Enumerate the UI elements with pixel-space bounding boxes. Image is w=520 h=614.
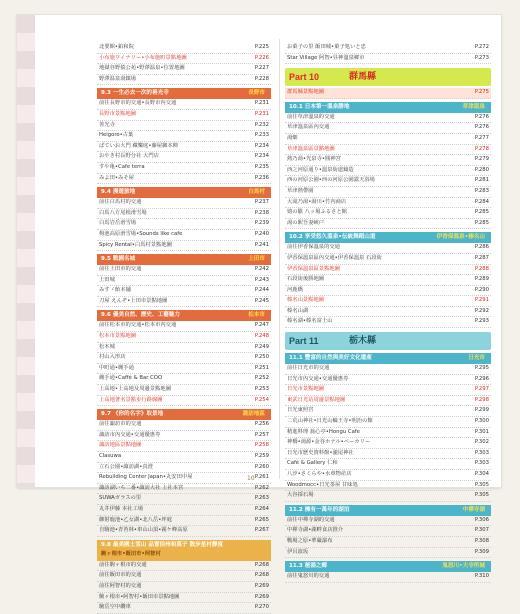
section-title: 9.8 最美國土雪山 品嘗信州和菓子 散步星村靜度 (101, 541, 224, 548)
toc-entry-title: Spicy Rental•白馬村景點地圖 (99, 241, 172, 248)
toc-entry-title: 草津溫泉區內交通 (287, 124, 330, 131)
column-divider (279, 39, 280, 479)
toc-entry-title: 湯の駅吾妻峽戸 (287, 219, 325, 226)
toc-entry[interactable] (285, 481, 491, 492)
toc-entry[interactable] (285, 208, 491, 219)
toc-entry-page: P.242 (254, 266, 269, 273)
toc-entry-title: 日光市歷史資料館•瀧尾神社 (287, 449, 354, 456)
toc-entry[interactable] (285, 134, 491, 145)
toc-entry-title: 群馬縣景點地圖 (287, 89, 325, 96)
toc-entry-page: P.285 (474, 209, 489, 216)
toc-entry-page: P.300 (474, 418, 489, 425)
toc-entry[interactable] (285, 438, 491, 449)
toc-entry[interactable] (97, 43, 271, 54)
toc-entry-title: 諏訪湖いち二番•諏訪大社 上社本宮 (99, 484, 184, 491)
toc-entry-title: 栂池高原滑雪場•Sounds like cafe (99, 230, 183, 237)
toc-entry-page: P.232 (254, 121, 269, 128)
toc-entry[interactable] (285, 428, 491, 439)
toc-entry[interactable] (285, 123, 491, 134)
section-location-tag: 鬼怒川•大寺所城 (442, 563, 485, 570)
section-heading (285, 561, 491, 572)
section-location-tag: 長野市 (248, 90, 265, 97)
toc-entry-page: P.305 (474, 492, 489, 499)
toc-entry-title: 前往諏訪市的交通 (99, 421, 142, 428)
toc-entry-title: 神橋•湯源•金谷ホテル•ベーカリー (287, 439, 371, 446)
toc-entry-page: P.253 (254, 386, 269, 393)
toc-entry-title: 善光寺 (99, 121, 115, 128)
toc-entry-page: P.227 (254, 65, 269, 72)
toc-entry[interactable] (285, 43, 491, 54)
toc-entry-title: 村山入形店 (99, 354, 126, 361)
toc-entry-page: P.272 (474, 44, 489, 50)
toc-entry-title: 前往長野市的交通•長野市內交通 (99, 100, 177, 107)
section-title: 11.3 秘湯之鄉 (289, 563, 328, 570)
toc-entry[interactable] (97, 593, 271, 604)
toc-entry[interactable] (285, 219, 491, 230)
toc-entry-page: P.280 (474, 166, 489, 173)
toc-entry[interactable] (97, 353, 271, 364)
toc-entry[interactable] (97, 561, 271, 572)
toc-entry-title: 精進料理 蕎心亭•Hongu Cafe (287, 428, 360, 435)
toc-entry[interactable] (97, 463, 271, 474)
toc-entry-page: P.281 (474, 177, 489, 184)
section-location-tag: 駒ヶ根市•飯田市•阿智村 (101, 550, 161, 557)
toc-entry-page: P.258 (254, 442, 269, 449)
toc-entry-title: 御射鹿池•乙女湖•北八岳•坪庭 (99, 516, 172, 523)
toc-entry[interactable] (97, 265, 271, 276)
section-heading (97, 88, 271, 99)
toc-entry-page: P.250 (254, 354, 269, 361)
toc-entry-page: P.243 (254, 276, 269, 283)
toc-entry-page: P.264 (254, 505, 269, 512)
toc-entry-page: P.290 (474, 286, 489, 293)
toc-entry[interactable] (97, 241, 271, 252)
toc-entry-page: P.303 (474, 460, 489, 467)
section-location-tag: 草津溫泉 (462, 103, 485, 110)
toc-entry[interactable] (97, 198, 271, 209)
toc-entry-title: 伊呂波坂 (287, 548, 309, 555)
toc-entry-page: P.261 (254, 474, 269, 481)
toc-entry-page: P.248 (254, 333, 269, 340)
toc-right-column (285, 43, 491, 583)
toc-entry-page: P.273 (474, 54, 489, 61)
part-banner (285, 332, 491, 350)
toc-entry-page: P.247 (254, 322, 269, 329)
toc-entry-page: P.268 (254, 572, 269, 579)
toc-entry-page: P.252 (254, 375, 269, 382)
toc-entry[interactable] (97, 603, 271, 614)
toc-entry-title: 立石公園•諏訪湖•真澄 (99, 463, 153, 470)
toc-entry-page: P.237 (254, 199, 269, 206)
toc-entry-title: 縄手通•Caffé & Bar COO (99, 375, 163, 382)
toc-entry[interactable] (285, 166, 491, 177)
toc-entry-title: 前往松本市的交通•松本市內交通 (99, 322, 177, 329)
toc-entry-page: P.289 (474, 276, 489, 283)
toc-entry-title: Rebuilding Center Japan•丸安田中屋 (99, 474, 193, 481)
toc-entry[interactable] (97, 286, 271, 297)
toc-entry-page: P.275 (474, 89, 489, 96)
toc-entry-title: 伊香保溫泉區內交通•伊香保溫泉 石段街 (287, 254, 382, 261)
section-title: 11.2 擁有一萬年的湖泊 (289, 506, 350, 513)
toc-entry-title: 丸井伊藤 本社工場 (99, 505, 144, 512)
section-location-tag: 諏訪地區 (242, 411, 265, 418)
section-heading (97, 254, 271, 265)
toc-entry-title: 東武日光站周邊景點地圖 (287, 396, 346, 403)
toc-entry[interactable] (285, 88, 491, 99)
toc-entry-title: 野澤温泉湯鎮場 (99, 75, 137, 82)
toc-entry-page: P.256 (254, 421, 269, 428)
toc-entry[interactable] (97, 321, 271, 332)
toc-entry[interactable] (285, 296, 491, 307)
toc-entry-title: 中町通•縄手通 (99, 364, 134, 371)
toc-entry-page: P.235 (254, 163, 269, 170)
section-heading (97, 310, 271, 321)
toc-entry-title: 前往飯田市的交通 (99, 572, 142, 579)
toc-entry[interactable] (97, 420, 271, 431)
toc-entry[interactable] (285, 364, 491, 375)
toc-entry[interactable] (285, 254, 491, 265)
section-heading (285, 505, 491, 516)
part-label: Part 10 (289, 72, 320, 83)
toc-entry[interactable] (285, 459, 491, 470)
section-heading (97, 540, 271, 561)
toc-entry-title: 自駒池•青苔林•車山山頂•霧ケ峰高原 (99, 527, 188, 534)
toc-entry[interactable] (97, 131, 271, 142)
section-heading (97, 187, 271, 198)
toc-entry-title: 白馬岩岳滑雪場 (99, 220, 137, 227)
toc-entry-page: P.267 (254, 527, 269, 534)
toc-entry-title: 北要館•鉑和院 (99, 44, 134, 50)
toc-entry-page: P.231 (254, 110, 269, 117)
toc-entry-title: 中禪寺湖•湖畔食店推介 (287, 527, 344, 534)
toc-entry-title: 大谷採石場 (287, 492, 314, 499)
toc-entry-page: P.231 (254, 100, 269, 107)
toc-entry[interactable] (97, 582, 271, 593)
section-title: 9.5 戰國名城 (101, 256, 136, 263)
toc-entry-title: 榛名山景點地圖 (287, 297, 325, 304)
toc-entry[interactable] (285, 145, 491, 156)
toc-entry-page: P.301 (474, 428, 489, 435)
toc-entry-title: 刀屋 えんぞ•上田市景點地圖 (99, 297, 168, 304)
toc-entry-page: P.263 (254, 495, 269, 502)
toc-entry[interactable] (97, 230, 271, 241)
toc-entry-page: P.269 (254, 593, 269, 600)
toc-entry[interactable] (97, 99, 271, 110)
toc-entry-title: 前往中禪寺湖的交通 (287, 516, 335, 523)
toc-entry-title: Star Village 阿智•昼神溫泉鄉市 (287, 54, 365, 61)
section-location-tag: 松本市 (248, 312, 265, 319)
toc-entry[interactable] (97, 54, 271, 65)
toc-entry-page: P.288 (474, 265, 489, 272)
toc-entry[interactable] (97, 473, 271, 484)
toc-entry-title: 日光東照宮 (287, 407, 314, 414)
toc-entry-page: P.276 (474, 124, 489, 131)
toc-entry[interactable] (97, 276, 271, 287)
toc-entry-page: P.241 (254, 241, 269, 248)
toc-entry-title: おやき村長野分社 大門店 (99, 153, 159, 160)
toc-entry[interactable] (97, 64, 271, 75)
toc-entry[interactable] (285, 187, 491, 198)
toc-entry-title: 日光市景點地圖 (287, 386, 325, 393)
toc-entry-title: 前往上田市的交通 (99, 266, 142, 273)
toc-entry-page: P.296 (474, 375, 489, 382)
toc-entry-title: 熱乃湯•光泉寺•圓神宮 (287, 156, 341, 163)
section-title: 9.3 一生必去一次的善光寺 (101, 90, 169, 97)
toc-entry[interactable] (97, 484, 271, 495)
section-location-tag: 白馬村 (248, 189, 265, 196)
toc-entry-title: 松本市景點地圖 (99, 333, 137, 340)
toc-entry[interactable] (285, 375, 491, 386)
toc-entry-page: P.276 (474, 113, 489, 120)
toc-entry[interactable] (285, 516, 491, 527)
toc-entry-page: P.285 (474, 219, 489, 226)
toc-entry-title: 諏訪市內交通•交通優惠券 (99, 431, 161, 438)
toc-entry-page: P.234 (254, 142, 269, 149)
toc-entry-title: 上高地著名景點步行路線圖 (99, 396, 163, 403)
toc-entry-page: P.233 (254, 132, 269, 139)
section-title: 9.6 優美自然、歷史、工藝魅力 (101, 312, 180, 319)
section-location-tag: 伊香保溫泉•榛名山 (436, 234, 485, 241)
toc-entry[interactable] (285, 470, 491, 481)
toc-entry-page: P.254 (254, 396, 269, 403)
toc-entry[interactable] (285, 385, 491, 396)
toc-entry-title: 長野市景點地圖 (99, 110, 137, 117)
toc-entry-page: P.236 (254, 174, 269, 181)
toc-entry-page: P.251 (254, 364, 269, 371)
toc-entry-title: みよ田•みそ屋 (99, 174, 134, 181)
toc-entry-page: P.268 (254, 561, 269, 568)
toc-entry[interactable] (97, 516, 271, 527)
toc-entry[interactable] (285, 54, 491, 65)
toc-entry-page: P.249 (254, 343, 269, 350)
toc-entry[interactable] (97, 121, 271, 132)
section-heading (97, 409, 271, 420)
toc-entry-title: すや亀•Cafe terra (99, 163, 145, 170)
toc-entry-page: P.234 (254, 153, 269, 160)
toc-entry-page: P.240 (254, 230, 269, 237)
section-title: 9.7 《你的名字》取景地 (101, 411, 164, 418)
toc-left-column (97, 43, 271, 614)
toc-entry-page: P.239 (254, 220, 269, 227)
toc-entry[interactable] (97, 142, 271, 153)
section-title: 11.1 豐富的自然與美好文化遺產 (289, 355, 372, 362)
part-name: 群馬縣 (349, 72, 377, 83)
toc-entry[interactable] (285, 155, 491, 166)
toc-entry-page: P.228 (254, 75, 269, 82)
toc-entry-title: 河鹿橋 (287, 286, 303, 293)
toc-entry[interactable] (97, 152, 271, 163)
toc-entry-page: P.308 (474, 537, 489, 544)
part-label: Part 11 (289, 336, 319, 347)
toc-entry-page: P.278 (474, 145, 489, 152)
toc-entry-page: P.309 (474, 548, 489, 555)
toc-entry[interactable] (285, 491, 491, 502)
part-banner (285, 68, 491, 86)
toc-entry[interactable] (97, 452, 271, 463)
toc-entry[interactable] (285, 526, 491, 537)
toc-entry-title: 榛名湖•榛名富士山 (287, 318, 333, 325)
toc-entry-page: P.303 (474, 449, 489, 456)
toc-entry-title: 上田城 (99, 276, 115, 283)
toc-entry-page: P.302 (474, 439, 489, 446)
toc-entry-title: Clasuwa (99, 453, 122, 459)
toc-entry[interactable] (97, 219, 271, 230)
toc-entry[interactable] (97, 163, 271, 174)
section-title: 10.1 日本第一溫泉勝地 (289, 103, 350, 110)
section-heading (285, 232, 491, 243)
toc-entry[interactable] (285, 307, 491, 318)
toc-entry-title: お菓子の里 飯田城•菓子処いと忠 (287, 44, 366, 50)
toc-entry-title: 榛名山湖 (287, 307, 309, 314)
toc-entry-title: 上高地•上高地及周邊景點地圖 (99, 386, 171, 393)
toc-entry-title: 湯畑 (287, 134, 298, 141)
toc-entry[interactable] (97, 110, 271, 121)
toc-entry-page: P.245 (254, 297, 269, 304)
toc-entry-page: P.279 (474, 156, 489, 163)
toc-entry-title: 八汐•さくらや•水車物産店 (287, 471, 352, 477)
toc-entry-title: 嬉の騏 八ッ場ふるさと館 (287, 209, 347, 216)
toc-entry[interactable] (97, 297, 271, 308)
toc-entry-page: P.292 (474, 307, 489, 314)
toc-entry-title: SUWAガラスの里 (99, 495, 142, 502)
toc-entry-page: P.265 (254, 516, 269, 523)
toc-entry[interactable] (97, 75, 271, 86)
toc-entry-title: 西の河原公園•西の河原公園露天浴場 (287, 177, 375, 184)
toc-entry-page: P.262 (254, 484, 269, 491)
toc-entry-page: P.291 (474, 297, 489, 304)
toc-entry[interactable] (285, 286, 491, 297)
toc-entry[interactable] (97, 174, 271, 185)
section-location-tag: 中禪寺湖 (462, 506, 485, 513)
toc-entry-page: P.297 (474, 386, 489, 393)
toc-entry-title: ぱていお大門 藏樂庭•藤屋御本陣 (99, 142, 178, 149)
part-name: 栃木縣 (349, 336, 377, 347)
page-number: 10 (247, 475, 255, 482)
toc-entry-page: P.293 (474, 318, 489, 325)
toc-entry-page: P.269 (254, 582, 269, 589)
toc-entry-title: 戰場之原•華嚴瀑布 (287, 537, 333, 544)
toc-entry-title: 西之河原通り•溫泉街道鑄造 (287, 166, 354, 173)
toc-entry-title: Heigoro•古葉 (99, 132, 134, 139)
decorative-side-strip (17, 15, 35, 487)
toc-entry-page: P.260 (254, 463, 269, 470)
toc-entry-title: 草津熱帶園 (287, 187, 314, 194)
toc-entry-title: 伊香保溫泉區景點地圖 (287, 265, 340, 272)
toc-entry-page: P.295 (474, 365, 489, 372)
toc-entry[interactable] (285, 406, 491, 417)
toc-entry[interactable] (97, 374, 271, 385)
section-location-tag: 日光市 (468, 355, 485, 362)
toc-entry-title: 二荒山神社•日光山輪王寺•明治の館 (287, 418, 373, 425)
toc-entry-title: 大滝乃湯•湯川•竹內商店 (287, 198, 347, 205)
toc-entry-title: Woodmocc•日光茶屋 甘味処 (287, 481, 358, 488)
toc-entry-title: 駒岳空中纜車 (99, 604, 131, 611)
section-heading (285, 102, 491, 113)
toc-entry-page: P.306 (474, 516, 489, 523)
toc-entry-page: P.226 (254, 54, 269, 61)
section-title: 10.2 享受悠久溫泉•伝統舞蹈山道 (289, 234, 376, 241)
toc-entry-page: P.257 (254, 431, 269, 438)
toc-entry-title: Café & Gallery 仁和 (287, 460, 338, 467)
toc-entry-title: 前往鬼怒川的交通 (287, 573, 330, 580)
toc-entry[interactable] (285, 537, 491, 548)
toc-entry[interactable] (97, 209, 271, 220)
toc-entry-page: P.305 (474, 481, 489, 488)
toc-entry[interactable] (285, 265, 491, 276)
toc-entry-page: P.284 (474, 198, 489, 205)
toc-entry-page: P.277 (474, 134, 489, 141)
toc-entry[interactable] (97, 396, 271, 407)
toc-entry[interactable] (97, 385, 271, 396)
toc-entry-title: 駒ヶ根市•阿智村•飯田市景點地圖 (99, 593, 180, 600)
toc-entry[interactable] (285, 572, 491, 583)
toc-entry-page: P.225 (254, 44, 269, 50)
toc-entry-page: P.238 (254, 209, 269, 216)
toc-entry-title: 小布施ワイナリー•小布施町景點地圖 (99, 54, 187, 61)
toc-entry-title: 松本城 (99, 343, 115, 350)
toc-entry[interactable] (97, 505, 271, 516)
toc-entry-title: 前往日光市的交通 (287, 365, 330, 372)
toc-entry[interactable] (285, 198, 491, 209)
toc-entry[interactable] (285, 449, 491, 460)
section-heading (285, 353, 491, 364)
toc-entry[interactable] (285, 275, 491, 286)
toc-entry[interactable] (285, 396, 491, 407)
toc-entry-title: 前往阿智村的交通 (99, 582, 142, 589)
toc-entry-page: P.283 (474, 187, 489, 194)
toc-entry-page: P.304 (474, 471, 489, 477)
toc-entry-title: 草津溫泉區景點地圖 (287, 145, 335, 152)
toc-entry-page: P.286 (474, 244, 489, 251)
toc-entry[interactable] (285, 548, 491, 559)
toc-entry[interactable] (285, 417, 491, 428)
toc-entry-page: P.298 (474, 396, 489, 403)
toc-entry-title: 日光市內交通•交通優惠券 (287, 375, 349, 382)
toc-entry-page: P.259 (254, 453, 269, 459)
toc-entry-title: みすゞ飴本舗 (99, 287, 131, 294)
toc-entry-title: 石段街後勝地圖 (287, 276, 325, 283)
toc-entry[interactable] (97, 364, 271, 375)
toc-entry-title: 前往駒ヶ根市的交通 (99, 561, 147, 568)
section-location-tag: 上田市 (248, 256, 265, 263)
toc-entry-title: 白馬八方尾根滑雪場 (99, 209, 147, 216)
toc-entry-page: P.299 (474, 407, 489, 414)
toc-entry[interactable] (97, 431, 271, 442)
toc-entry-title: 前往白馬村的交通 (99, 199, 142, 206)
toc-entry-page: P.244 (254, 287, 269, 294)
toc-entry[interactable] (285, 176, 491, 187)
section-title: 9.4 漫遊旅地 (101, 189, 136, 196)
toc-entry-title: 前往伊香保溫泉的交通 (287, 244, 340, 251)
toc-entry[interactable] (97, 526, 271, 537)
toc-entry[interactable] (97, 332, 271, 343)
toc-entry[interactable] (285, 113, 491, 124)
toc-entry-title: 諏訪地區景點地圖 (99, 442, 142, 449)
toc-entry-page: P.307 (474, 527, 489, 534)
toc-entry[interactable] (97, 343, 271, 354)
toc-entry[interactable] (97, 571, 271, 582)
toc-entry-title: 前往草津溫泉的交通 (287, 113, 335, 120)
toc-entry-page: P.287 (474, 254, 489, 261)
toc-entry[interactable] (285, 317, 491, 328)
toc-entry-title: 地獄谷野猿公苑•野澤温泉•位置地圖 (99, 65, 185, 72)
toc-entry[interactable] (97, 441, 271, 452)
book-page (17, 15, 501, 611)
toc-entry-page: P.270 (254, 604, 269, 611)
toc-entry-page: P.310 (474, 573, 489, 580)
toc-entry[interactable] (285, 243, 491, 254)
